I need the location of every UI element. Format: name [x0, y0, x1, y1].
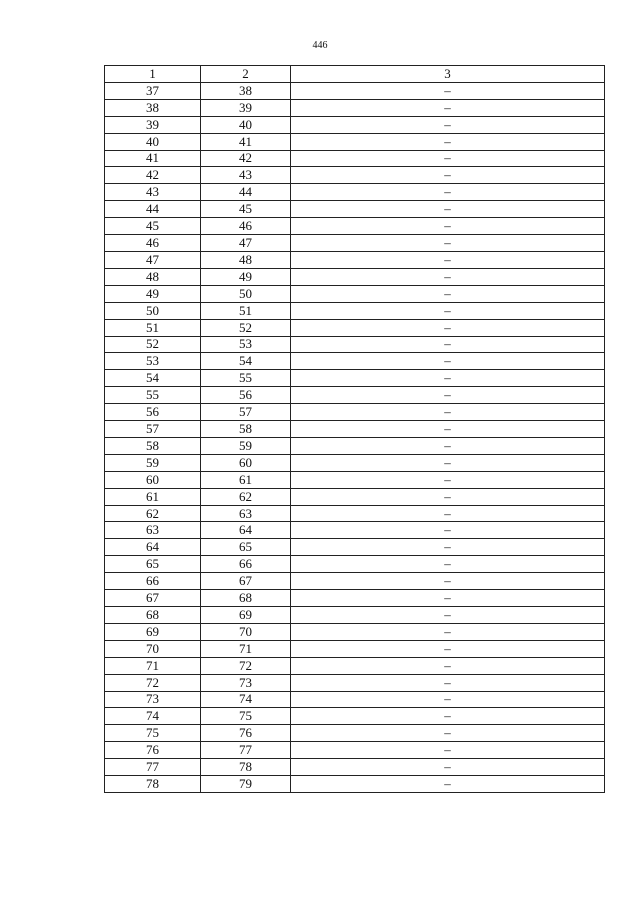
table-cell-col-2: 46 — [201, 218, 291, 235]
table-cell-col-2: 71 — [201, 640, 291, 657]
table-cell-col-3: – — [291, 691, 605, 708]
table-cell-col-3: – — [291, 590, 605, 607]
table-cell-col-2: 61 — [201, 471, 291, 488]
table-cell-col-1: 47 — [105, 251, 201, 268]
table-cell-col-2: 67 — [201, 573, 291, 590]
table-row — [105, 404, 605, 421]
table-cell-col-1: 41 — [105, 150, 201, 167]
table-row — [105, 285, 605, 302]
table-cell-col-1: 77 — [105, 759, 201, 776]
table-cell-col-2: 48 — [201, 251, 291, 268]
table-cell-col-1: 51 — [105, 319, 201, 336]
table-cell-col-1: 48 — [105, 268, 201, 285]
table-row — [105, 336, 605, 353]
table-cell-col-2: 62 — [201, 488, 291, 505]
table-cell-col-3: – — [291, 421, 605, 438]
table-cell-col-1: 61 — [105, 488, 201, 505]
table-row — [105, 353, 605, 370]
table-cell-col-2: 79 — [201, 776, 291, 793]
table-cell-col-3: – — [291, 623, 605, 640]
table-row — [105, 116, 605, 133]
table-cell-col-2: 59 — [201, 437, 291, 454]
table-cell-col-2: 45 — [201, 201, 291, 218]
table-row — [105, 590, 605, 607]
table-cell-col-1: 54 — [105, 370, 201, 387]
table-cell-col-1: 42 — [105, 167, 201, 184]
table-cell-col-3: – — [291, 437, 605, 454]
table-cell-col-3: – — [291, 522, 605, 539]
table-row — [105, 505, 605, 522]
table-cell-col-2: 42 — [201, 150, 291, 167]
table-cell-col-3: – — [291, 708, 605, 725]
table-cell-col-1: 39 — [105, 116, 201, 133]
table-cell-col-2: 58 — [201, 421, 291, 438]
table-cell-col-1: 46 — [105, 235, 201, 252]
table-row — [105, 573, 605, 590]
table-cell-col-2: 77 — [201, 742, 291, 759]
table-cell-col-1: 49 — [105, 285, 201, 302]
page-number: 446 — [312, 40, 328, 51]
table-cell-col-3: – — [291, 302, 605, 319]
table-cell-col-3: – — [291, 251, 605, 268]
table-cell-col-1: 50 — [105, 302, 201, 319]
table-cell-col-1: 44 — [105, 201, 201, 218]
table-cell-col-2: 69 — [201, 607, 291, 624]
table-cell-col-3: – — [291, 150, 605, 167]
table-cell-col-2: 66 — [201, 556, 291, 573]
table-cell-col-1: 58 — [105, 437, 201, 454]
table-row — [105, 251, 605, 268]
table-row — [105, 319, 605, 336]
table-row — [105, 454, 605, 471]
table-cell-col-2: 60 — [201, 454, 291, 471]
table-cell-col-3: – — [291, 99, 605, 116]
table-cell-col-2: 51 — [201, 302, 291, 319]
table-cell-col-2: 70 — [201, 623, 291, 640]
table-cell-col-3: – — [291, 336, 605, 353]
table-cell-col-3: – — [291, 404, 605, 421]
table-cell-col-2: 56 — [201, 387, 291, 404]
table-cell-col-3: – — [291, 488, 605, 505]
table-cell-col-2: 40 — [201, 116, 291, 133]
column-header-1: 1 — [105, 66, 201, 83]
table-cell-col-3: – — [291, 218, 605, 235]
table-cell-col-1: 75 — [105, 725, 201, 742]
table-cell-col-1: 45 — [105, 218, 201, 235]
table-cell-col-1: 53 — [105, 353, 201, 370]
table-cell-col-3: – — [291, 370, 605, 387]
table-row — [105, 150, 605, 167]
column-header-3: 3 — [291, 66, 605, 83]
table-cell-col-2: 52 — [201, 319, 291, 336]
table-row — [105, 539, 605, 556]
table-row — [105, 235, 605, 252]
table-row — [105, 708, 605, 725]
table-row — [105, 522, 605, 539]
table-cell-col-3: – — [291, 82, 605, 99]
table-cell-col-1: 37 — [105, 82, 201, 99]
table-row — [105, 421, 605, 438]
table-cell-col-2: 38 — [201, 82, 291, 99]
table-row — [105, 302, 605, 319]
table-cell-col-3: – — [291, 353, 605, 370]
table-cell-col-1: 78 — [105, 776, 201, 793]
table-cell-col-1: 67 — [105, 590, 201, 607]
table-cell-col-2: 73 — [201, 674, 291, 691]
table-row — [105, 691, 605, 708]
table-cell-col-2: 76 — [201, 725, 291, 742]
data-table — [104, 65, 605, 793]
table-cell-col-3: – — [291, 505, 605, 522]
table-cell-col-2: 68 — [201, 590, 291, 607]
column-header-2: 2 — [201, 66, 291, 83]
table-row — [105, 370, 605, 387]
table-cell-col-1: 66 — [105, 573, 201, 590]
table-row — [105, 387, 605, 404]
table-cell-col-3: – — [291, 268, 605, 285]
table-cell-col-1: 72 — [105, 674, 201, 691]
table-cell-col-1: 71 — [105, 657, 201, 674]
table-cell-col-1: 55 — [105, 387, 201, 404]
table-cell-col-3: – — [291, 454, 605, 471]
table-cell-col-1: 60 — [105, 471, 201, 488]
table-row — [105, 640, 605, 657]
table-row — [105, 742, 605, 759]
table-cell-col-1: 74 — [105, 708, 201, 725]
table-row — [105, 674, 605, 691]
table-cell-col-3: – — [291, 319, 605, 336]
table-cell-col-3: – — [291, 539, 605, 556]
table-row — [105, 437, 605, 454]
table-row — [105, 471, 605, 488]
table-cell-col-2: 53 — [201, 336, 291, 353]
table-cell-col-3: – — [291, 640, 605, 657]
table-cell-col-3: – — [291, 742, 605, 759]
table-cell-col-1: 57 — [105, 421, 201, 438]
table-row — [105, 725, 605, 742]
table-cell-col-1: 59 — [105, 454, 201, 471]
table-cell-col-3: – — [291, 471, 605, 488]
table-cell-col-2: 39 — [201, 99, 291, 116]
table-row — [105, 776, 605, 793]
table-cell-col-3: – — [291, 285, 605, 302]
table-cell-col-2: 57 — [201, 404, 291, 421]
table-cell-col-1: 65 — [105, 556, 201, 573]
table-cell-col-2: 50 — [201, 285, 291, 302]
table-cell-col-2: 55 — [201, 370, 291, 387]
table-cell-col-2: 43 — [201, 167, 291, 184]
table-header — [105, 66, 605, 83]
table-row — [105, 201, 605, 218]
table-cell-col-1: 40 — [105, 133, 201, 150]
table-row — [105, 759, 605, 776]
table-row — [105, 82, 605, 99]
table-row — [105, 218, 605, 235]
table-row — [105, 133, 605, 150]
table-cell-col-1: 68 — [105, 607, 201, 624]
table-cell-col-1: 64 — [105, 539, 201, 556]
table-cell-col-1: 43 — [105, 184, 201, 201]
table-cell-col-2: 78 — [201, 759, 291, 776]
table-row — [105, 607, 605, 624]
table-cell-col-3: – — [291, 759, 605, 776]
table-cell-col-2: 41 — [201, 133, 291, 150]
table-header-row — [105, 66, 605, 83]
table-cell-col-1: 62 — [105, 505, 201, 522]
table-cell-col-3: – — [291, 657, 605, 674]
table-body — [105, 82, 605, 792]
table-cell-col-1: 76 — [105, 742, 201, 759]
table-cell-col-3: – — [291, 556, 605, 573]
table-cell-col-1: 52 — [105, 336, 201, 353]
table-cell-col-1: 73 — [105, 691, 201, 708]
table-cell-col-3: – — [291, 387, 605, 404]
table-cell-col-2: 64 — [201, 522, 291, 539]
table-cell-col-3: – — [291, 573, 605, 590]
table-cell-col-3: – — [291, 725, 605, 742]
table-row — [105, 99, 605, 116]
table-cell-col-2: 47 — [201, 235, 291, 252]
table-row — [105, 167, 605, 184]
table-cell-col-2: 75 — [201, 708, 291, 725]
table-cell-col-2: 54 — [201, 353, 291, 370]
table-row — [105, 184, 605, 201]
table-cell-col-3: – — [291, 674, 605, 691]
table-cell-col-2: 63 — [201, 505, 291, 522]
table-cell-col-1: 69 — [105, 623, 201, 640]
table-cell-col-2: 44 — [201, 184, 291, 201]
table-cell-col-2: 72 — [201, 657, 291, 674]
table-cell-col-3: – — [291, 776, 605, 793]
table-row — [105, 488, 605, 505]
table-row — [105, 623, 605, 640]
table-row — [105, 556, 605, 573]
table-cell-col-2: 65 — [201, 539, 291, 556]
table-cell-col-1: 56 — [105, 404, 201, 421]
table-row — [105, 657, 605, 674]
table-cell-col-3: – — [291, 167, 605, 184]
table-cell-col-3: – — [291, 133, 605, 150]
table-cell-col-2: 49 — [201, 268, 291, 285]
table-cell-col-2: 74 — [201, 691, 291, 708]
table-cell-col-3: – — [291, 607, 605, 624]
table-cell-col-3: – — [291, 235, 605, 252]
table-cell-col-1: 63 — [105, 522, 201, 539]
table-cell-col-3: – — [291, 116, 605, 133]
table-cell-col-1: 70 — [105, 640, 201, 657]
table-cell-col-3: – — [291, 201, 605, 218]
table-cell-col-1: 38 — [105, 99, 201, 116]
table-cell-col-3: – — [291, 184, 605, 201]
table-row — [105, 268, 605, 285]
